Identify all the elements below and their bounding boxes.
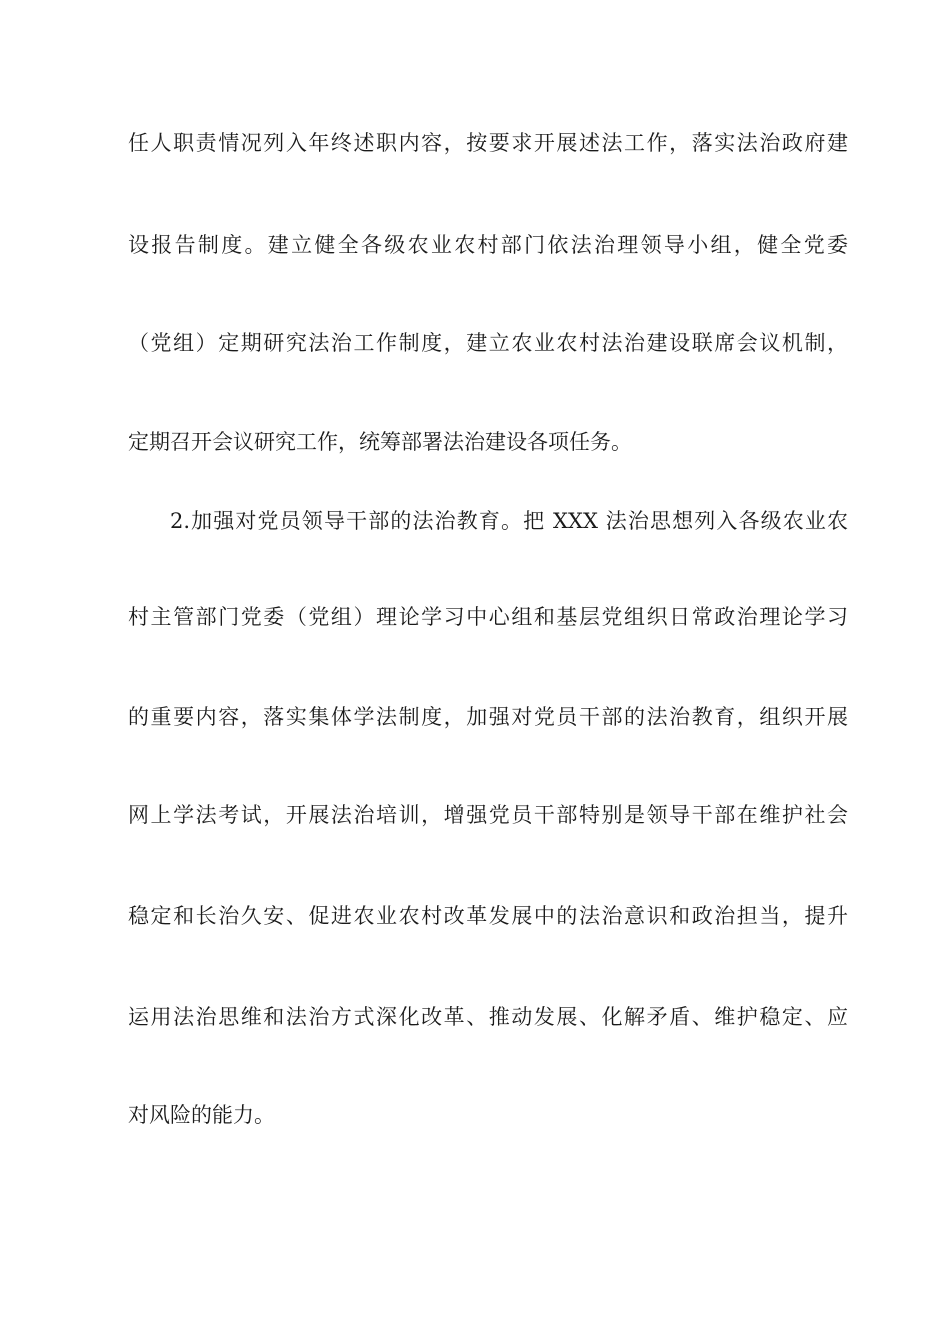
paragraph-first-line: 2.加强对党员领导干部的法治教育。把 XXX 法治思想列入各级农业农 — [170, 509, 848, 533]
text-line: 稳定和长治久安、促进农业农村改革发展中的法治意识和政治担当，提升 — [128, 904, 848, 928]
text-line: 的重要内容，落实集体学法制度，加强对党员干部的法治教育，组织开展 — [128, 705, 848, 729]
text-line: 对风险的能力。 — [128, 1103, 275, 1127]
text-line: 村主管部门党委（党组）理论学习中心组和基层党组织日常政治理论学习 — [128, 605, 848, 629]
text-line: 设报告制度。建立健全各级农业农村部门依法治理领导小组，健全党委 — [128, 233, 848, 257]
text-line: 任人职责情况列入年终述职内容，按要求开展述法工作，落实法治政府建 — [128, 131, 848, 155]
text-line: （党组）定期研究法治工作制度，建立农业农村法治建设联席会议机制， — [128, 331, 848, 355]
text-line: 运用法治思维和法治方式深化改革、推动发展、化解矛盾、维护稳定、应 — [128, 1005, 848, 1029]
text-line: 网上学法考试，开展法治培训，增强党员干部特别是领导干部在维护社会 — [128, 803, 848, 827]
text-line: 定期召开会议研究工作，统筹部署法治建设各项任务。 — [128, 430, 632, 454]
